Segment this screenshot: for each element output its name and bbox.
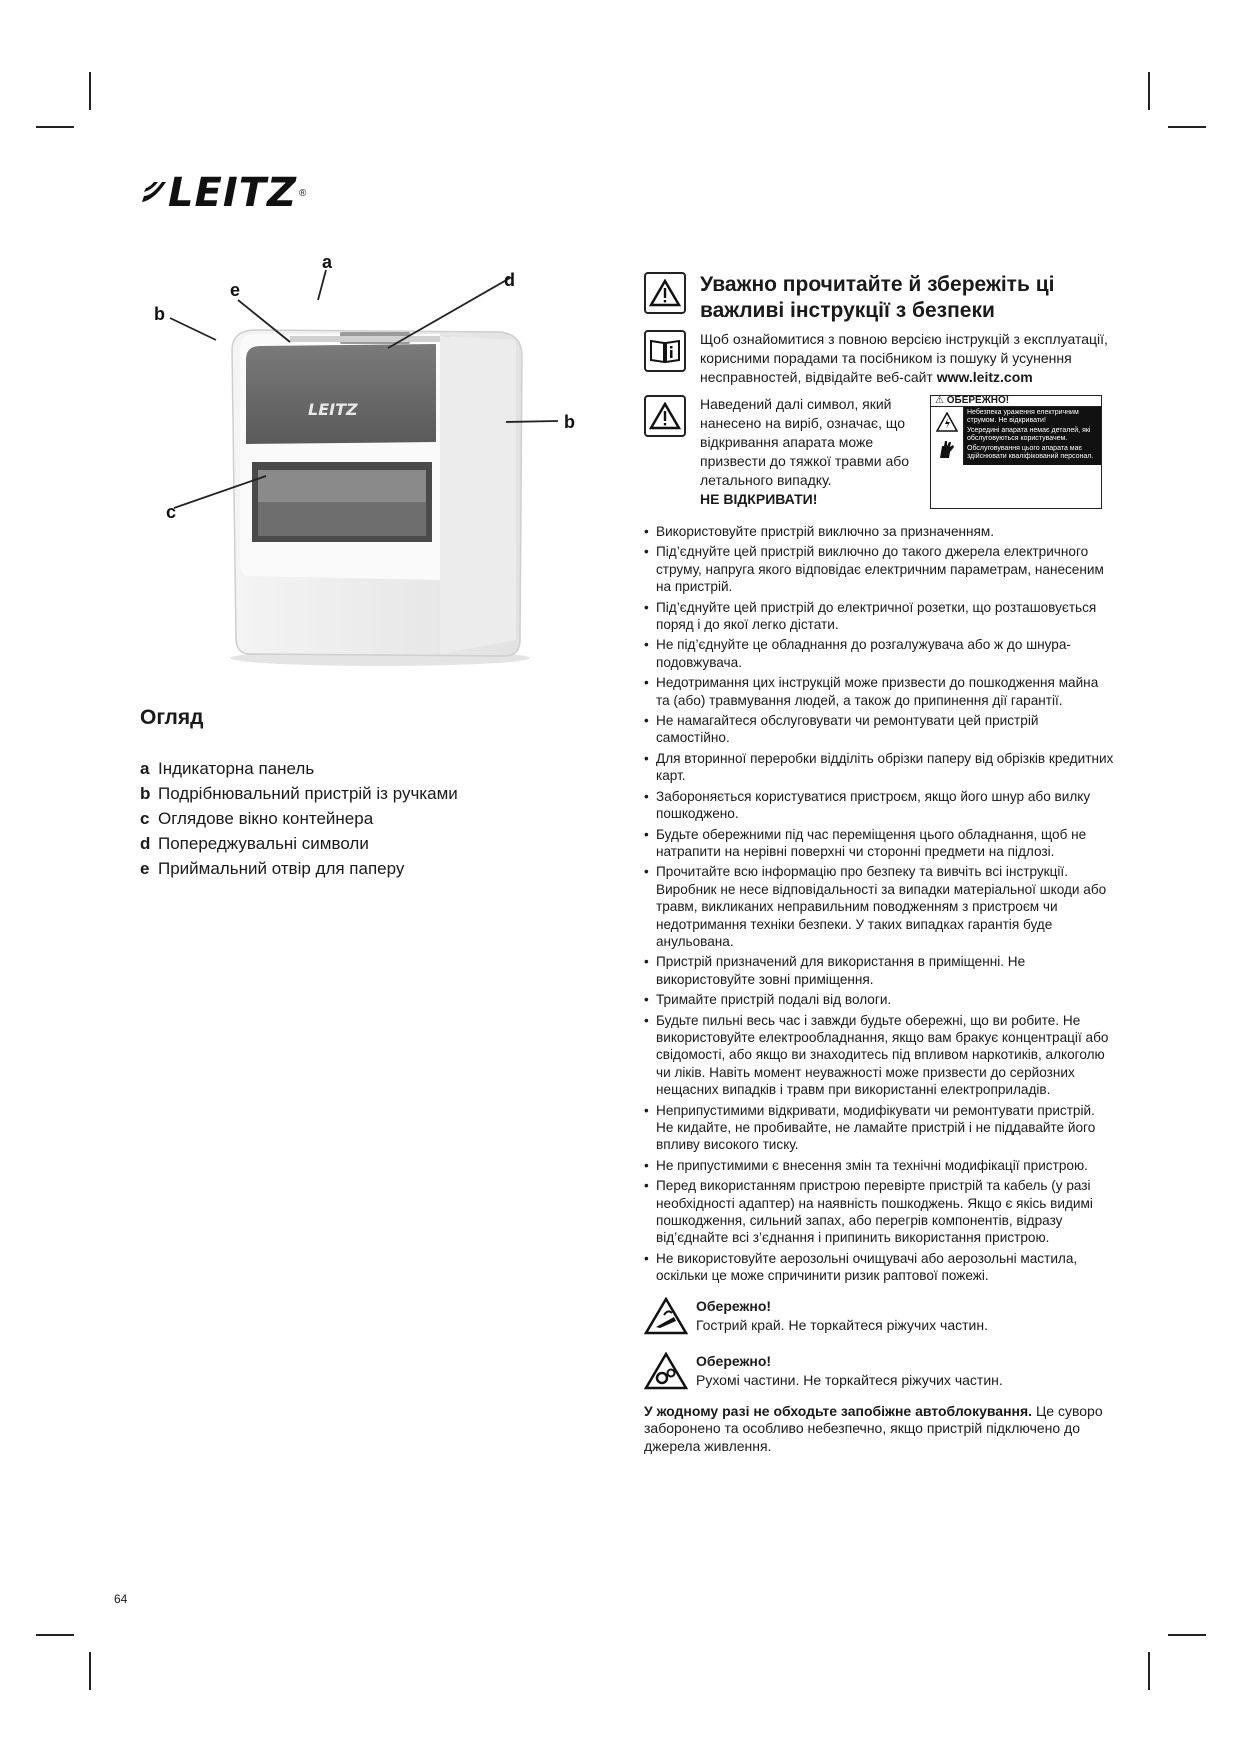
list-item: • Пристрій призначений для використання в приміщенні. Не використовуйте зовні приміщення.: [644, 953, 1114, 988]
overview-text: Оглядове вікно контейнера: [158, 809, 374, 828]
list-item: • Для вторинної переробки відділіть обрізки паперу від обрізків кредитних карт.: [644, 750, 1114, 785]
shredder-illustration: [140, 270, 600, 670]
callout-b-left: b: [154, 304, 165, 324]
caution-sharp-edge: [644, 1297, 1114, 1340]
moving-parts-icon: [644, 1352, 688, 1390]
label-line: Небезпека ураження електричним струмом. Не відкривати!: [967, 409, 1079, 424]
list-item: • Не під’єднуйте це обладнання до розгалужувача або ж до шнура-подовжувача.: [644, 636, 1114, 671]
safety-section: [644, 272, 1114, 1455]
list-item: • Не намагайтеся обслуговувати чи ремонтувати цей пристрій самостійно.: [644, 712, 1114, 747]
overview-key: e: [140, 859, 150, 878]
hand-hazard-icon: [936, 438, 958, 460]
manual-icon: [644, 330, 686, 372]
manual-text: Щоб ознайомитися з повною версією інструкцій з експлуатації, корисними порадами та посібником із пошуку й усунення несправностей, відвідайте веб-сайт: [700, 331, 1108, 385]
crop-mark: [1148, 1652, 1150, 1690]
overview-text: Індикаторна панель: [158, 759, 315, 778]
list-item: • Під’єднуйте цей пристрій виключно до такого джерела електричного струму, напруга якого відповідає електричним параметрам, нанесеним на пристрій.: [644, 543, 1114, 595]
warning-triangle-icon: [644, 272, 686, 314]
final-warning-bold: У жодному разі не обходьте запобіжне автоблокування.: [644, 1402, 1033, 1419]
page-number: 64: [114, 1592, 128, 1606]
leitz-logo: [140, 170, 306, 216]
list-item: • Будьте обережними під час переміщення цього обладнання, щоб не натрапити на нерівні поверхні чи сторонні предмети на підлозі.: [644, 826, 1114, 861]
crop-mark: [1168, 126, 1206, 128]
warning-label: [930, 395, 1102, 509]
list-item: • Будьте пильні весь час і завжди будьте обережні, що ви робите. Не використовуйте електрообладнання, якщо вам бракує концентрації або свідомості, або якщо ви знаходитесь під впливом наркотиків, алкоголю чи ліків. Навіть момент неуважності може призвести до серйозних нещасних випадків і травм при використанні електроприладів.: [644, 1012, 1114, 1099]
overview-key: a: [140, 759, 150, 778]
list-item: • Тримайте пристрій подалі від вологи.: [644, 991, 1114, 1008]
crop-mark: [89, 1652, 91, 1690]
leitz-mark-icon: [140, 178, 168, 208]
list-item: • Прочитайте всю інформацію про безпеку та вивчіть всі інструкції. Виробник не несе відповідальності за випадки матеріальної шкоди або травм, викликаних неправильним поводженням з пристроєм чи недотримання техніки безпеки. У таких випадках гарантія буде анульована.: [644, 863, 1114, 950]
list-item: • Недотримання цих інструкцій може призвести до пошкодження майна та (або) травмування людей, а також до припинення дії гарантії.: [644, 674, 1114, 709]
overview-item: [140, 756, 580, 781]
callout-a: a: [322, 252, 333, 272]
overview-item: [140, 806, 580, 831]
overview-section: [140, 706, 580, 881]
label-line: Усередині апарата немає деталей, які обслуговуються користувачем.: [967, 427, 1091, 442]
final-warning-text: Це суворо заборонено та особливо небезпечно, якщо пристрій підключено до джерела живлення.: [644, 1402, 1103, 1454]
caution-heading: Обережно!: [696, 1297, 772, 1314]
list-item: • Під’єднуйте цей пристрій до електричної розетки, що розташовується поряд і до якої легко дістати.: [644, 599, 1114, 634]
overview-heading: Огляд: [140, 706, 204, 729]
caution-text: Рухомі частини. Не торкайтеся ріжучих частин.: [696, 1371, 1003, 1388]
callout-c: c: [166, 502, 177, 522]
warning-text: Наведений далі символ, який нанесено на виріб, означає, що відкривання апарата може призвести до тяжкої травми або летального випадку.: [700, 396, 910, 488]
list-item: • Не припустимими є внесення змін та технічні модифікації пристрою.: [644, 1157, 1114, 1174]
list-item: • Забороняється користуватися пристроєм, якщо його шнур або вилку пошкоджено.: [644, 788, 1114, 823]
crop-mark: [89, 72, 91, 110]
overview-key: c: [140, 809, 150, 828]
website-link[interactable]: www.leitz.com: [936, 369, 1033, 385]
overview-text: Приймальний отвір для паперу: [158, 859, 405, 878]
caution-moving-parts: [644, 1352, 1114, 1395]
overview-key: d: [140, 834, 151, 853]
overview-item: [140, 856, 580, 881]
callout-d: d: [504, 270, 515, 290]
overview-key: b: [140, 784, 151, 803]
label-header-text: ОБЕРЕЖНО!: [946, 395, 1010, 406]
overview-text: Попереджувальні символи: [158, 834, 369, 853]
overview-item: [140, 781, 580, 806]
crop-mark: [36, 126, 74, 128]
warning-triangle-icon: [644, 395, 686, 437]
label-header: ⚠ ОБЕРЕЖНО!: [931, 396, 1101, 407]
crop-mark: [1168, 1634, 1206, 1636]
electric-shock-icon: [936, 412, 958, 432]
final-warning: [644, 1403, 1114, 1456]
overview-item: [140, 831, 580, 856]
list-item: • Неприпустимими відкривати, модифікувати чи ремонтувати пристрій. Не кидайте, не пробивайте, не ламайте пристрій і не піддавайте його впливу високого тиску.: [644, 1102, 1114, 1154]
caution-heading: Обережно!: [696, 1352, 772, 1369]
crop-mark: [1148, 72, 1150, 110]
list-item: • Використовуйте пристрій виключно за призначенням.: [644, 523, 1114, 540]
shredder-figure: [140, 252, 600, 670]
manual-paragraph: [700, 330, 1114, 387]
device-logo: LEITZ: [308, 400, 358, 419]
do-not-open-text: НЕ ВІДКРИВАТИ!: [700, 491, 818, 507]
registered-mark: ®: [298, 187, 307, 199]
label-line: Обслуговування цього апарата має здійснювати кваліфікований персонал.: [967, 445, 1094, 460]
warning-paragraph: [700, 395, 922, 509]
callout-b-right: b: [564, 412, 575, 432]
sharp-edge-icon: [644, 1297, 688, 1335]
list-item: • Перед використанням пристрою перевірте пристрій та кабель (у разі необхідності адаптер) на наявність пошкоджень. Якщо є якісь видимі пошкодження, сильний запах, або перегрів компонентів, відразу від’єднайте всі з’єднання і припинить використання пристрою.: [644, 1177, 1114, 1247]
crop-mark: [36, 1634, 74, 1636]
safety-list: [644, 523, 1114, 1285]
list-item: • Не використовуйте аерозольні очищувачі або аерозольні мастила, оскільки це може спричинити ризик раптової пожежі.: [644, 1250, 1114, 1285]
logo-text: LEITZ: [168, 170, 297, 216]
safety-title: Уважно прочитайте й збережіть ці важливі інструкції з безпеки: [700, 273, 1055, 322]
caution-text: Гострий край. Не торкайтеся ріжучих частин.: [696, 1316, 988, 1333]
callout-e: e: [230, 280, 241, 300]
overview-text: Подрібнювальний пристрій із ручками: [158, 784, 458, 803]
